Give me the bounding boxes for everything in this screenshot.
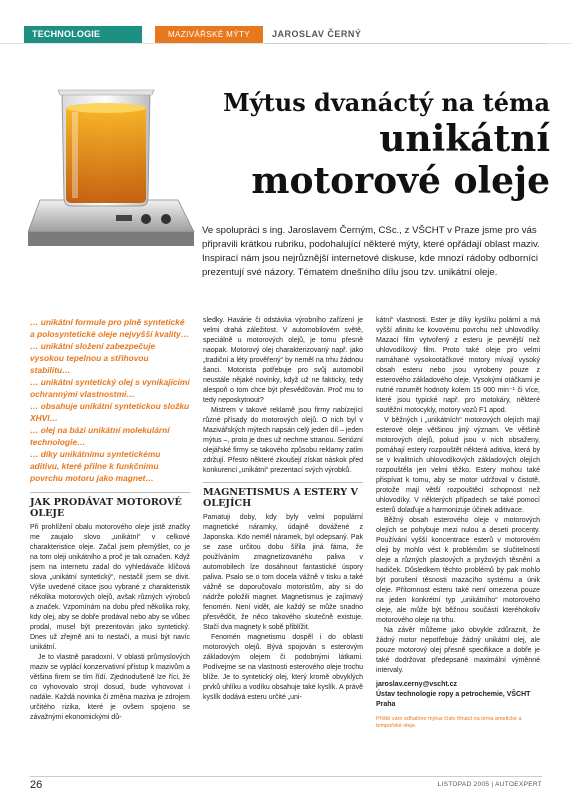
title-line-3: motorové oleje: [251, 160, 550, 202]
page-number: 26: [30, 779, 43, 791]
column-3: [376, 316, 540, 730]
pull-quote: … díky unikátnímu syntetickému aditivu, které přilne k funkčnímu povrchu motoru jako magnet…: [30, 449, 161, 483]
header-rule: [265, 43, 548, 44]
pull-quotes: [30, 316, 190, 484]
issue-info: LISTOPAD 2005 | AUTOEXPERT: [437, 781, 542, 788]
pull-quote: … olej na bázi unikátní molekulární technologie…: [30, 425, 170, 447]
author-signature: [376, 680, 540, 710]
author-institute: Ústav technologie ropy a petrochemie, VŠCHT Praha: [376, 691, 531, 708]
rubric-tag: MAZIVÁŘSKÉ MÝTY: [155, 26, 263, 43]
section-heading-selling: JAK PRODÁVAT MOTOROVÉ OLEJE: [30, 492, 190, 519]
lead-paragraph: Ve spolupráci s ing. Jaroslavem Černým, CSc., z VŠCHT v Praze jsme pro vás připravili krátkou rubriku, podohalující některé mýty, které opřádají oblast maziv. Inspirací nám jsou nejrůznější internetové diskuse, kde mnozí rádoby odborníci prezentují své názory. Tématem dnešního dílu jsou tzv. unikátní oleje.: [202, 225, 540, 278]
page-footer: [30, 776, 542, 791]
pull-quote: … unikátní formule pro plně syntetické a polosyntetické oleje nejvyšší kvality…: [30, 317, 190, 339]
body-paragraph: Je to vlastně paradoxní. V oblasti průmyslových maziv se vyplácí konzervativní přístup k mazivům a většina firem se tím řídí. Zjednodušeně lze říci, že co vyhovovalo strojí dosud, bude vyhovovat i nadále. Každá novinka či změna maziva je zdrojem určitého rizika, které je ovšem spojeno se závažnými ekonomickými dů-: [30, 654, 190, 721]
author-name: JAROSLAV ČERNÝ: [272, 29, 362, 39]
body-paragraph: Mistrem v takové reklamě jsou firmy nabízející různé přísady do motorových olejů. O nich byl v Mazivářských mýtech napsán celý jeden díl – jeden mýtus –, proto je dnes už nechme stranou. Seriózní olejářské firmy se takového způsobu reklamy zatím zdržují. Přesto některé zkoušejí získat náskok před konkurencí „unikátní“ prezentací svých výrobků.: [203, 407, 363, 474]
title-line-2: unikátní: [379, 118, 550, 160]
body-paragraph: kátní“ vlastnosti. Ester je díky kyslíku polární a má vyšší afinitu ke kovovému povrchu než uhlovodíky. Mazací film vytvořený z esteru je pevnější než uhlovodíkový film. Proto také oleje pro velmi namáhané vysokootáčkové motory mívají vysoký obsah esteru nebo jsou vyrobeny pouze z esterového základového oleje. Vysokými otáčkami je nutné rozumět hodnoty kolem 15 000 min⁻¹ či více, které jsou typické např. pro motokáry, některé soutěžní motocykly, motory vozů F1 apod.: [376, 317, 540, 414]
column-1: [30, 316, 190, 723]
body-paragraph: V běžných i „unikátních“ motorových olejích mají esterové oleje většinou jiný význam. Ve většině motorových olejů, pokud jsou v nich obsaženy, pomáhají estery rozpouštět některá aditiva, která by se v kvalitních uhlovodíkových základových olejích rozpouštěla jen velmi těžko. Estery mohou také přispívat k tomu, aby se motor udržoval v čistotě, protože mají větší rozpouštěcí schopnost než uhlovodíky. V některých případech se také pomocí esterů dolaďuje a harmonizuje účinek aditivace.: [376, 417, 540, 514]
page-header: [0, 0, 572, 44]
body-paragraph: Na závěr můžeme jako obvykle zdůraznit, že žádný motor nepotřebuje žádný unikátní olej, ale pouze motorový olej přesně specifikace a dobře je také dodržovat předepsané maximální výměnné intervaly.: [376, 627, 540, 674]
section-tag: TECHNOLOGIE: [24, 26, 142, 43]
author-email: jaroslav.cerny@vscht.cz: [376, 681, 458, 688]
article-title: [150, 88, 550, 202]
pull-quote: … unikátní složení zabezpečuje vysokou tepelnou a střihovou stabilitu…: [30, 341, 156, 375]
pull-quote: … obsahuje unikátní syntetickou složku XHVI…: [30, 401, 190, 423]
body-paragraph: sledky. Havárie či odstávka výrobního zařízení je velmi drahá záležitost. V automobilovém světě, speciálně u motorových olejů, je tomu přesně naopak. Motorový olej charakterizovaný např. jako „tradiční a léty prověřený“ by neměl na trhu žádnou šanci. Motorista potřebuje pro svůj automobil neustále nějaké novinky, když už ne fakticky, tedy alespoň o tom chce být přesvědčován. Proč mu to tedy neposkytnout?: [203, 317, 363, 404]
column-2: [203, 316, 363, 703]
section-heading-magnetism: MAGNETISMUS A ESTERY V OLEJÍCH: [203, 482, 363, 509]
next-issue-note: Příště vám odhalíme mýtus číslo třináct na téma ametické a tempořské oleje.: [376, 716, 522, 729]
body-paragraph: Při prohlížení obalu motorového oleje jistě značky me zaujalo slovo „unikátní“ v celkové charakteristice oleje. Začal jsem přemýšlet, co je na tom oleji unikátního a proč je tak označen. Když jsem na internetu zadal do vyhledávače klíčová slova „unikátní syntetický“, nestačil jsem se divit. Výše uvedené citace jsou vybrané z charakteristik několika motorových olejů, avšak různých výrobců a značek. Vzpomínám na dobu před několika roky, kdy olej, aby se dobře prodával nebo aby se vůbec prodal, musel být prezentován jako syntetický. Dnes už zřejmě ani to nestačí, a musí být navíc unikátní.: [30, 524, 190, 651]
body-paragraph: Pamatuji doby, kdy byly velmi populární magnetické náramky, údajně dovážené z Japonska. Kdo neměl náramek, byl odepsaný. Pak se zase určitou dobu šířila jiná fáma, že používáním zmagnetizovaného paliva v automobilech lze dosáhnout fantastické úspory paliva. Psalo se o tom docela vážně v tisku a také vážně se doporučovalo motoristům, aby si do nádrže položili magnet. Magnetismus je zajímavý fenomén. Není vidět, ale každý se může snadno přesvědčit, že něco takového skutečně existuje. Stačí dva magnety k sobě přiblížit.: [203, 514, 363, 631]
body-paragraph: Běžný obsah esterového oleje v motorových olejích se pohybuje mezi nulou a deseti procenty. Používání vyšší koncentrace esterů v motorovém oleji by mohlo vést k problémům se slučitelností oleje a různých plastových a pryžových těsnění a hadiček. Důsledkem těchto problémů by pak mohlo být porušení těsnosti mazacího systému a únik oleje. Přítomnost esteru také není omezena pouze na jeden konkrétní typ „unikátního“ motorového oleje, ale může být běžnou součástí kteréhokoliv motorového oleje na trhu.: [376, 517, 540, 624]
title-line-1: Mýtus dvanáctý na téma: [223, 88, 550, 117]
body-paragraph: Fenomén magnetismu dospěl i do oblasti motorových olejů. Bývá spojován s esterovým základovým olejem či podobnými látkami. Podívejme se na vlastnosti esterového oleje trochu blíže. Je to syntetický olej, který kromě obvyklých prvků uhlíku a vodíku obsahuje také kyslík. A právě kyslík dodává esteru určité „uni-: [203, 634, 363, 701]
pull-quote: … unikátní syntetický olej s vynikajícími ochrannými vlastnostmi…: [30, 377, 190, 399]
